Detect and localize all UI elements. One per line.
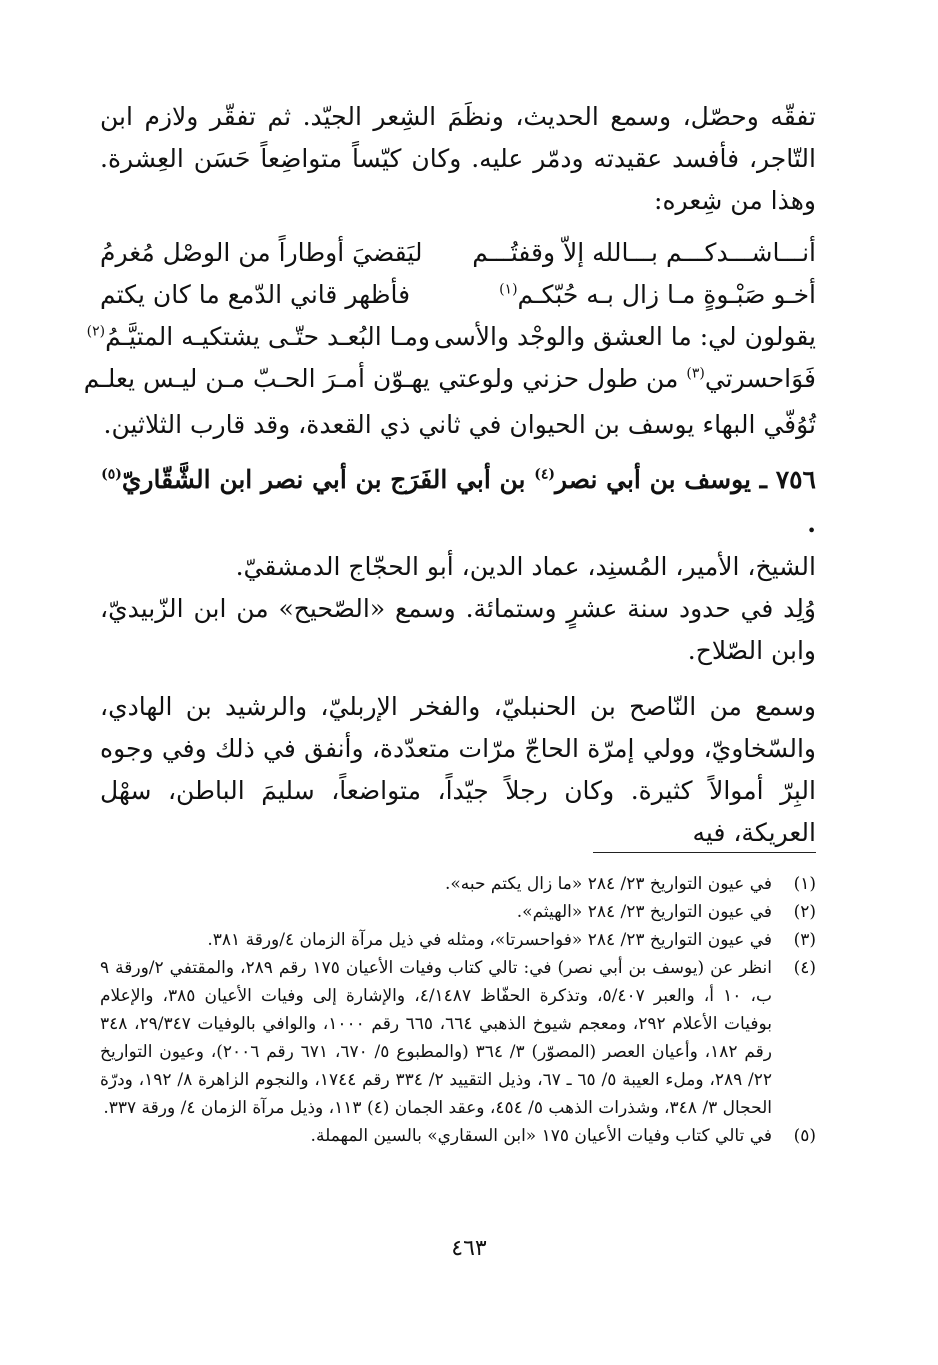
footnote-number: (١) <box>793 874 816 894</box>
poem-verse-3 <box>86 316 816 358</box>
poem-verse-2 <box>100 274 816 316</box>
verse-1-second-hemistich: ليَقضيَ أوطاراً من الوصْل مُغرمُ <box>100 238 423 267</box>
paragraph-birth: وُلِد في حدود سنة عشرٍ وستمائة. وسمع «الصّحيح» من ابن الزّبيديّ، وابن الصّلاح. <box>100 594 816 665</box>
paragraph-intro: تفقّه وحصّل، وسمع الحديث، ونظَمَ الشِعر الجيّد. ثم تفقّر ولازم ابن التّاجر، فأفسد عقيدته ودمّر عليه. وكان كيّساً متواضِعاً حَسَن العِشرة. وهذا من شِعره: <box>100 102 816 215</box>
footnote-text: في عيون التواريخ ٢٣/ ٢٨٤ «ما زال يكتم حبه». <box>444 874 772 894</box>
verse-4-second-hemistich: يهـوّن أمـرَ الحـبّ مـن ليـس يعلـم <box>83 364 430 393</box>
footnote-2 <box>100 898 816 926</box>
entry-heading-end: . <box>807 509 816 538</box>
page-number: ٤٦٣ <box>451 1236 487 1261</box>
footnote-ref-4[interactable]: (٤) <box>534 466 555 483</box>
footnote-ref-3[interactable]: (٣) <box>686 365 705 382</box>
footnotes <box>100 870 816 1150</box>
verse-3-second-hemistich <box>86 316 430 358</box>
verse-2-first-text: أخـو صَبْـوةٍ مـا زال بـه حُبّكـم <box>517 280 816 309</box>
poem <box>83 232 816 400</box>
footnote-1 <box>100 870 816 898</box>
verse-3-first-hemistich: يقولون لي: ما العشق والوجْد والأسى <box>434 322 816 351</box>
paragraph-teachers: وسمع من النّاصح بن الحنبليّ، والفخر الإربليّ، والرشيد بن الهادي، والسّخاويّ، وولي إمرّة الحاجّ مرّات متعدّدة، وأنفق في ذلك وفي وجوه البِرّ أموالاً كثيرة. وكان رجلاً جيّداً، متواضعاً، سليمَ الباطن، سهْل العريكة، فيه <box>100 692 816 847</box>
footnote-ref-5[interactable]: (٥) <box>101 466 122 483</box>
paragraph-death-note: تُوُفّي البهاء يوسف بن الحيوان في ثاني ذي القعدة، وقد قارب الثلاثين. <box>103 410 816 439</box>
verse-2-first-hemistich <box>486 274 816 316</box>
footnote-4 <box>100 954 816 1122</box>
poem-verse-4 <box>83 358 816 400</box>
verse-1-first-hemistich: أنـــاشـــدكـــم بـــالله إلاّ وقفتُـــم <box>472 238 816 267</box>
page-body <box>83 96 816 854</box>
footnote-divider <box>593 852 816 853</box>
footnote-text: انظر عن (يوسف بن أبي نصر) في: تالي كتاب وفيات الأعيان ١٧٥ رقم ٢٨٩، والمقتفي ٢/ورقة ٩ ب، ١٠ أ، والعبر ٥/٤٠٧، وتذكرة الحفّاظ ٤/١٤٨٧، والإشارة إلى وفيات الأعيان ٣٨٥، والإعلام بوفيات الأعلام ٢٩٢، ومعجم شيوخ الذهبي ٦٦٤، ٦٦٥ رقم ١٠٠٠، والوافي بالوفيات ٢٩/٣٤٧، ٣٤٨ رقم ١٨٢، وأعيان العصر (المصوّر) ٣/ ٣٦٤ (والمطبوع ٥/ ٦٧٠، ٦٧١ رقم ٢٠٠٦)، وعيون التواريخ ٢٢/ ٢٨٩، وملء العيبة ٥/ ٦٥ ـ ٦٧، وذيل التقييد ٢/ ٣٣٤ رقم ١٧٤٤، والنجوم الزاهرة ٨/ ١٩٢، ودرّة الحجال ٣/ ٣٤٨، وشذرات الذهب ٥/ ٤٥٤، وعقد الجمان (٤) ١١٣، وذيل مرآة الزمان ٤/ ورقة ٣٣٧. <box>100 958 772 1118</box>
footnote-number: (٣) <box>793 930 816 950</box>
footnote-text: في عيون التواريخ ٢٣/ ٢٨٤ «فواحسرتا»، ومثله في ذيل مرآة الزمان ٤/ورقة ٣٨١. <box>207 930 772 950</box>
verse-3-second-text: ومـا البُعـد حتّـى يشتكيـه المتيَّـمُ <box>105 322 430 351</box>
verse-2-second-hemistich: فأظهر قاني الدّمع ما كان يكتم <box>100 280 411 309</box>
footnote-text: في عيون التواريخ ٢٣/ ٢٨٤ «الهيثم». <box>516 902 772 922</box>
entry-heading-part-a: ٧٥٦ ـ يوسف بن أبي نصر <box>555 465 816 494</box>
verse-4-first-rest: من طول حزني ولوعتي <box>438 364 687 393</box>
footnote-3 <box>100 926 816 954</box>
verse-4-first-text: فَوَاحسرتي <box>704 364 816 393</box>
footnote-number: (٢) <box>793 902 816 922</box>
footnote-ref-2[interactable]: (٢) <box>86 323 106 340</box>
entry-heading-part-b: بن أبي الفَرَج بن أبي نصر ابن الشَّقّاريّ <box>121 465 535 494</box>
footnote-text: في تالي كتاب وفيات الأعيان ١٧٥ «ابن السقاري» بالسين المهملة. <box>310 1126 772 1146</box>
footnote-ref-1[interactable]: (١) <box>499 281 518 298</box>
footnote-5 <box>100 1122 816 1150</box>
paragraph-titles: الشيخ، الأمير، المُسنِد، عماد الدين، أبو الحجّاج الدمشقيّ. <box>235 552 816 581</box>
footnote-number: (٤) <box>793 958 816 978</box>
entry-heading <box>100 458 816 546</box>
verse-4-first-hemistich <box>438 358 816 400</box>
poem-verse-1 <box>100 232 816 274</box>
footnote-number: (٥) <box>793 1126 816 1146</box>
